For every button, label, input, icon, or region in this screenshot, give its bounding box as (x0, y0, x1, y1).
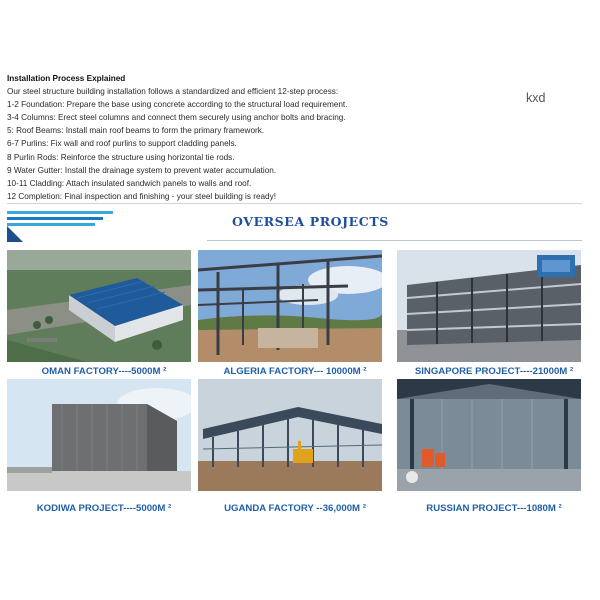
russian-project-photo (397, 379, 581, 491)
kodiwa-project-photo (7, 379, 191, 491)
installation-heading: Installation Process Explained (7, 74, 126, 83)
banner-rule (207, 240, 582, 241)
project-caption: KODIWA PROJECT----5000M ² (36, 503, 172, 514)
banner-stripe (7, 211, 113, 214)
user-tag: kxd (526, 91, 546, 105)
intro-line: Our steel structure building installation follows a standardized and efficient 12-step process: (7, 87, 339, 97)
project-caption: RUSSIAN PROJECT---1080M ² (426, 503, 562, 514)
installation-process-text (7, 72, 427, 203)
project-caption: ALGERIA FACTORY--- 10000M ² (223, 366, 367, 377)
project-caption: UGANDA FACTORY --36,000M ² (224, 503, 366, 514)
oversea-projects-banner (7, 203, 582, 243)
intro-line: 12 Completion: Final inspection and finishing - your steel building is ready! (7, 191, 276, 201)
algeria-factory-photo (198, 250, 382, 362)
project-caption: SINGAPORE PROJECT----21000M ² (414, 366, 574, 377)
banner-stripe (7, 217, 103, 220)
intro-line: 10-11 Cladding: Attach insulated sandwich panels to walls and roof. (7, 178, 252, 188)
uganda-factory-photo (198, 379, 382, 491)
oman-factory-photo (7, 250, 191, 362)
intro-line: 8 Purlin Rods: Reinforce the structure using horizontal tie rods. (7, 152, 235, 162)
intro-line: 9 Water Gutter: Install the drainage system to prevent water accumulation. (7, 165, 277, 175)
singapore-project-photo (397, 250, 581, 362)
intro-line: 3-4 Columns: Erect steel columns and connect them securely using anchor bolts and bracing. (7, 113, 346, 123)
project-caption: OMAN FACTORY----5000M ² (41, 366, 167, 377)
intro-line: 5: Roof Beams: Install main roof beams to form the primary framework. (7, 126, 265, 136)
intro-line: 6-7 Purlins: Fix wall and roof purlins to support cladding panels. (7, 139, 237, 149)
banner-wedge (7, 226, 23, 242)
intro-line: 1-2 Foundation: Prepare the base using concrete according to the structural load requirement. (7, 100, 348, 110)
banner-title: OVERSEA PROJECTS (232, 214, 389, 229)
